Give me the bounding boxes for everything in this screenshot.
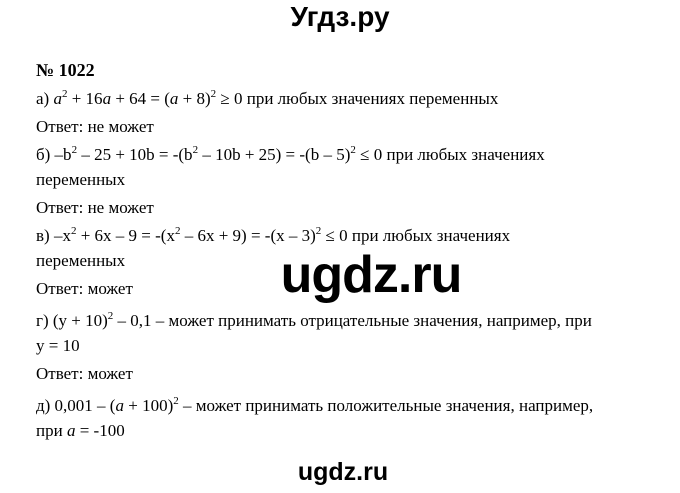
watermark-bottom: ugdz.ru — [297, 458, 389, 486]
part-g-solution-wrap: y = 10 — [36, 336, 80, 355]
part-a-solution: а) $a^2 + 16a + 64 = (a + 8)^2 \ge 0$ при любых значениях переменных — [36, 88, 499, 108]
problem-number: № 1022 — [36, 60, 95, 80]
part-v-answer: Ответ: может — [36, 279, 133, 298]
exponent-superscript: 2 — [315, 225, 322, 237]
part-a-answer: Ответ: не может — [36, 117, 154, 136]
exponent-superscript: 2 — [192, 144, 199, 156]
exponent-superscript: 2 — [61, 88, 68, 100]
part-v-solution: в) $-x^2 + 6x - 9 = -(x^2 - 6x + 9) = -(x - 3)^2 \le 0$ при любых значениях — [36, 225, 511, 245]
math-variable: a — [102, 89, 112, 108]
part-b-solution: б) $-b^2 - 25 + 10b = -(b^2 - 10b + 25) = -(b - 5)^2 \le 0$ при любых значениях — [36, 144, 545, 164]
exponent-superscript: 2 — [70, 225, 77, 237]
exponent-superscript: 2 — [71, 144, 78, 156]
exponent-superscript: 2 — [173, 395, 179, 407]
math-variable: a — [115, 396, 124, 415]
math-variable: a — [66, 421, 76, 440]
part-v-solution-wrap: переменных — [36, 251, 126, 270]
part-d-solution-wrap: при a = -100 — [36, 421, 125, 440]
part-b-solution-wrap: переменных — [36, 170, 126, 189]
exponent-superscript: 2 — [350, 144, 356, 156]
exponent-superscript: 2 — [107, 310, 114, 322]
exponent-superscript: 2 — [210, 88, 217, 100]
math-variable: a — [169, 89, 179, 108]
watermark-center: ugdz.ru — [280, 246, 462, 304]
part-g-solution: г) $(y + 10)^2 - 0,1$ – может принимать отрицательные значения, например, при — [36, 310, 592, 330]
site-title: Угдз.ру — [290, 1, 390, 32]
part-b-answer: Ответ: не может — [36, 198, 154, 217]
math-variable: a — [53, 89, 62, 108]
part-d-solution: д) $0,001 - (a + 100)^2$ – может принимать положительные значения, например, — [36, 395, 594, 415]
part-g-answer: Ответ: может — [36, 364, 133, 383]
exponent-superscript: 2 — [174, 225, 181, 237]
